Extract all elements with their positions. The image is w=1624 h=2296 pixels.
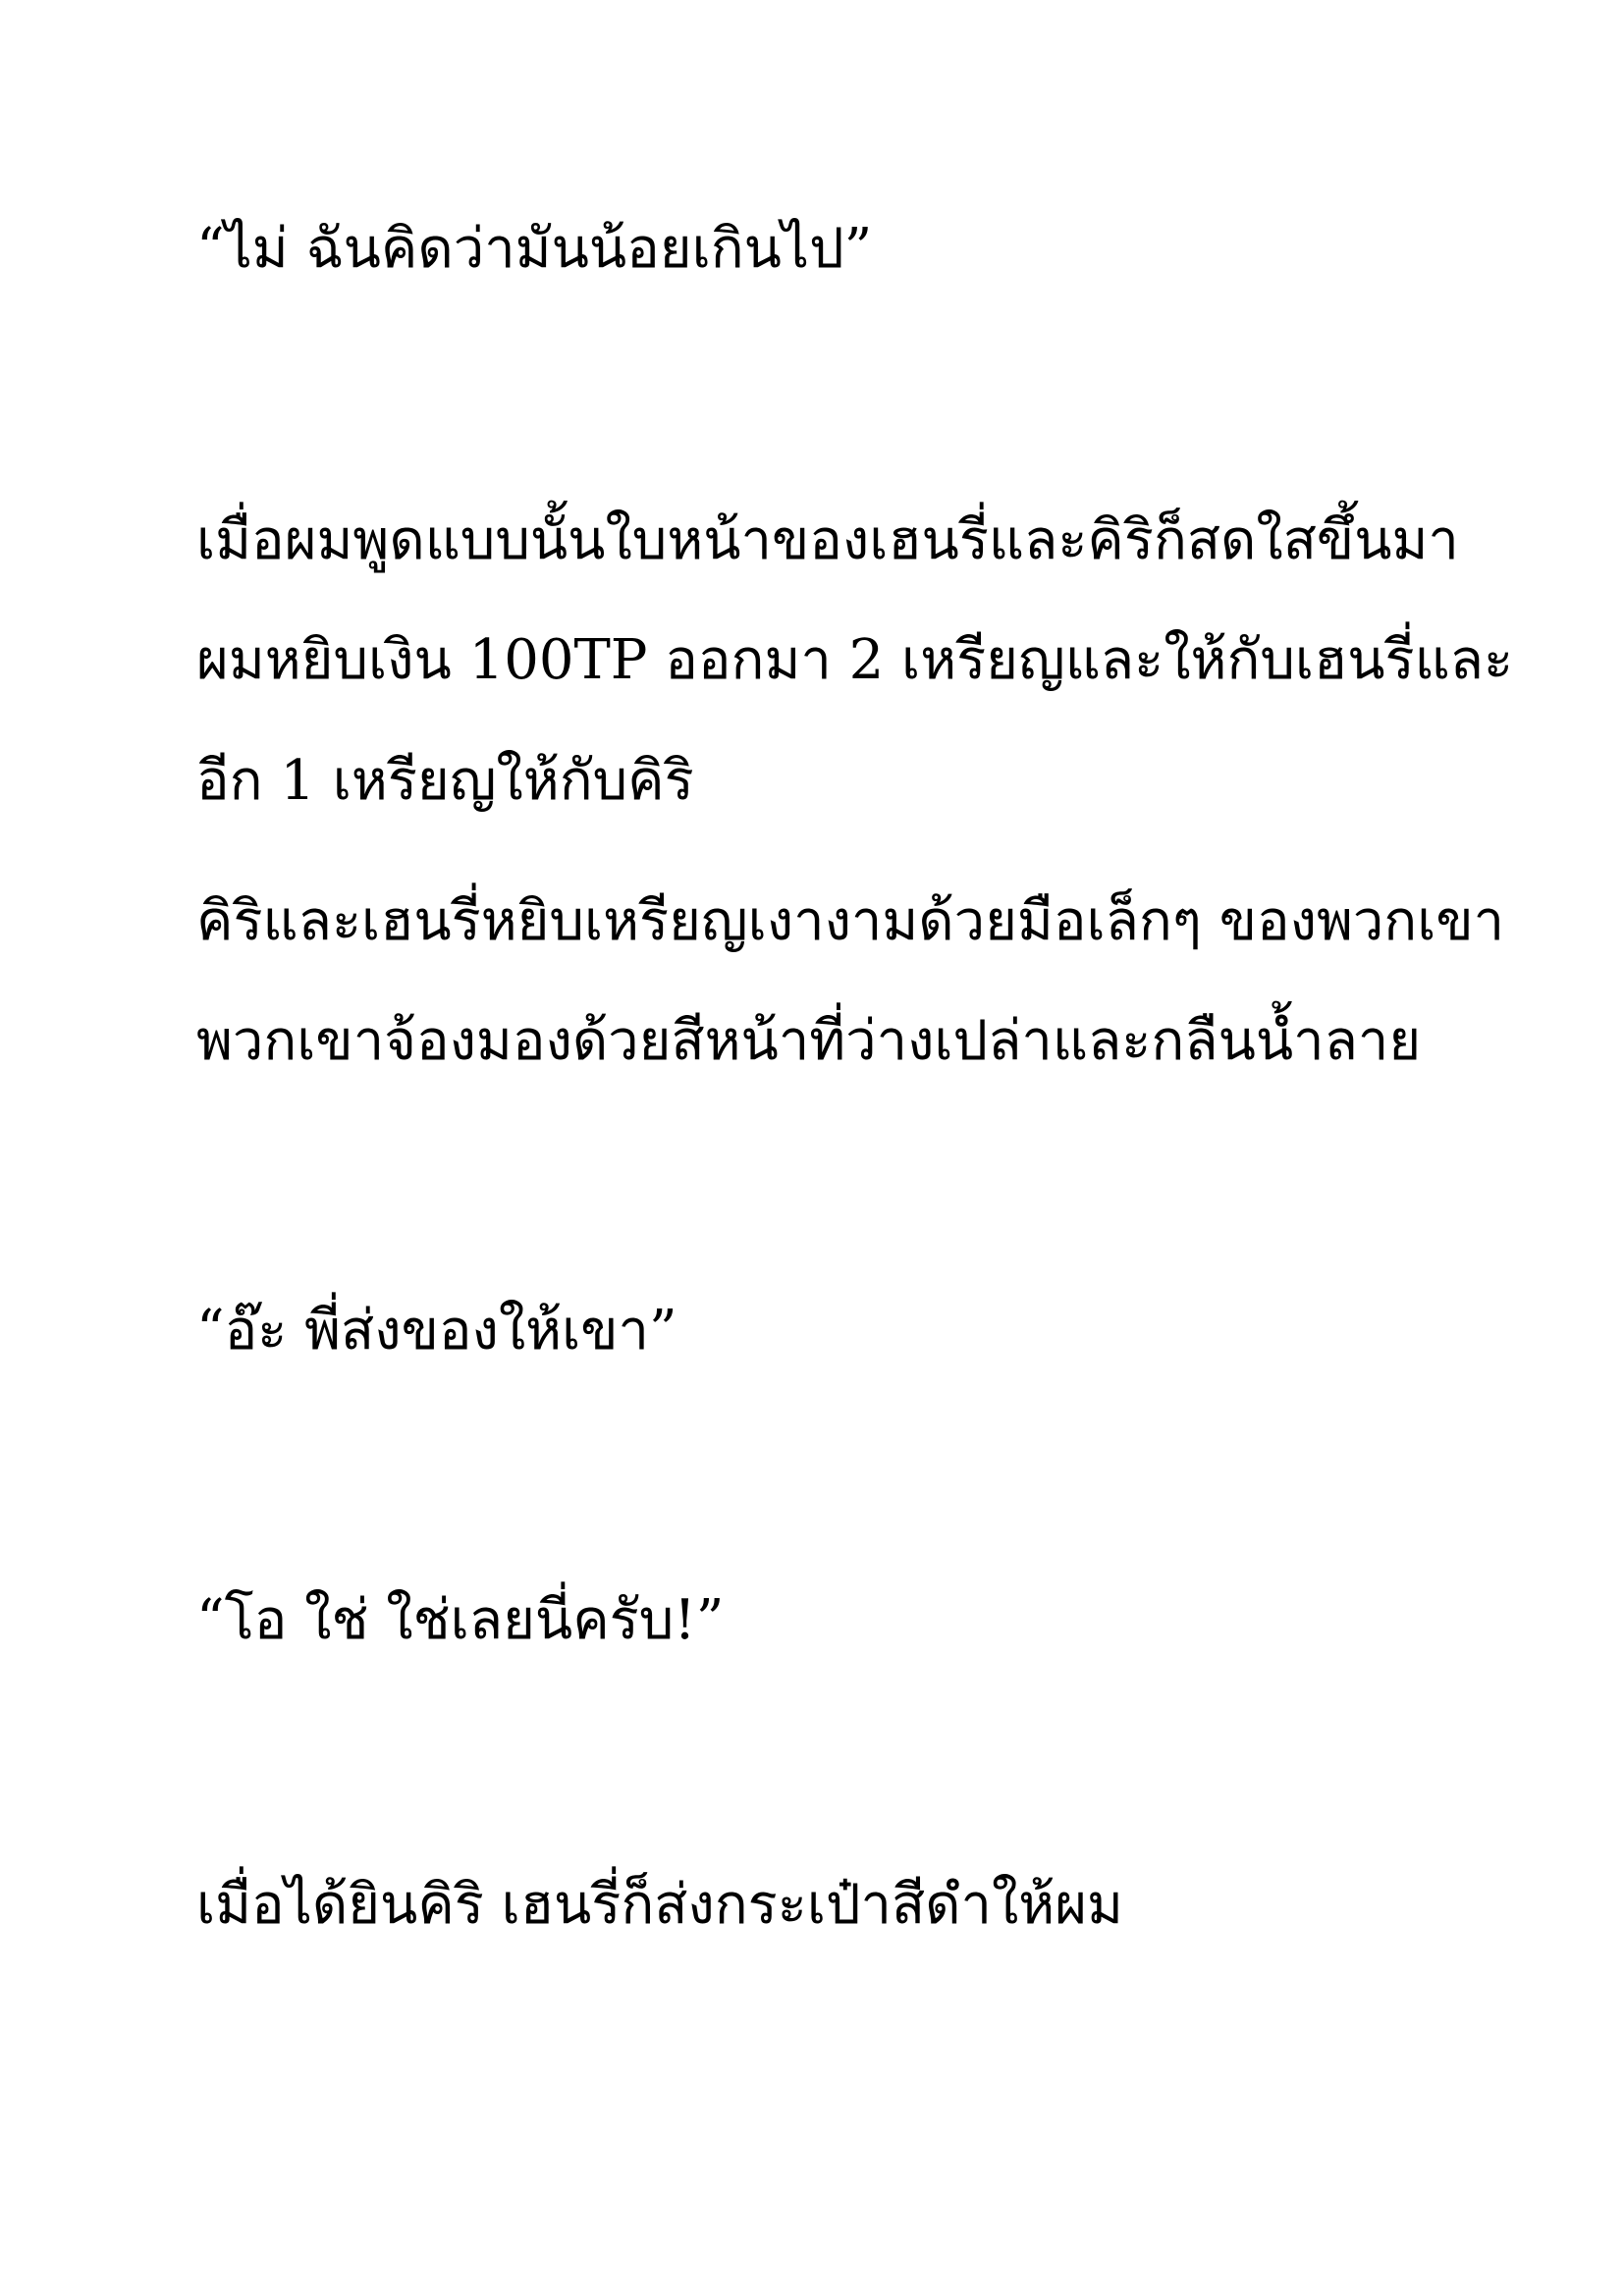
paragraph-line-4: คิริและเฮนรี่หยิบเหรียญเงางามด้วยมือเล็กๆ ของพวกเขา	[196, 889, 1505, 953]
paragraph-line-6: เมื่อได้ยินคิริ เฮนรี่ก็ส่งกระเป๋าสีดำให้ผม	[196, 1873, 1123, 1937]
dialogue-line-1: “ไม่ ฉันคิดว่ามันน้อยเกินไป”	[196, 217, 873, 281]
dialogue-line-3: “โอ ใช่ ใช่เลยนี่ครับ!”	[196, 1588, 725, 1652]
paragraph-line-5: พวกเขาจ้องมองด้วยสีหน้าที่ว่างเปล่าและกลืนน้ำลาย	[196, 1009, 1422, 1073]
paragraph-line-2: ผมหยิบเงิน 100TP ออกมา 2 เหรียญและให้กับเฮนรี่และ	[196, 628, 1514, 692]
paragraph-line-3: อีก 1 เหรียญให้กับคิริ	[196, 749, 694, 813]
dialogue-line-2: “อ๊ะ พี่ส่งของให้เขา”	[196, 1299, 677, 1362]
paragraph-line-1: เมื่อผมพูดแบบนั้นใบหน้าของเฮนรี่และคิริก็สดใสขึ้นมา	[196, 508, 1459, 572]
